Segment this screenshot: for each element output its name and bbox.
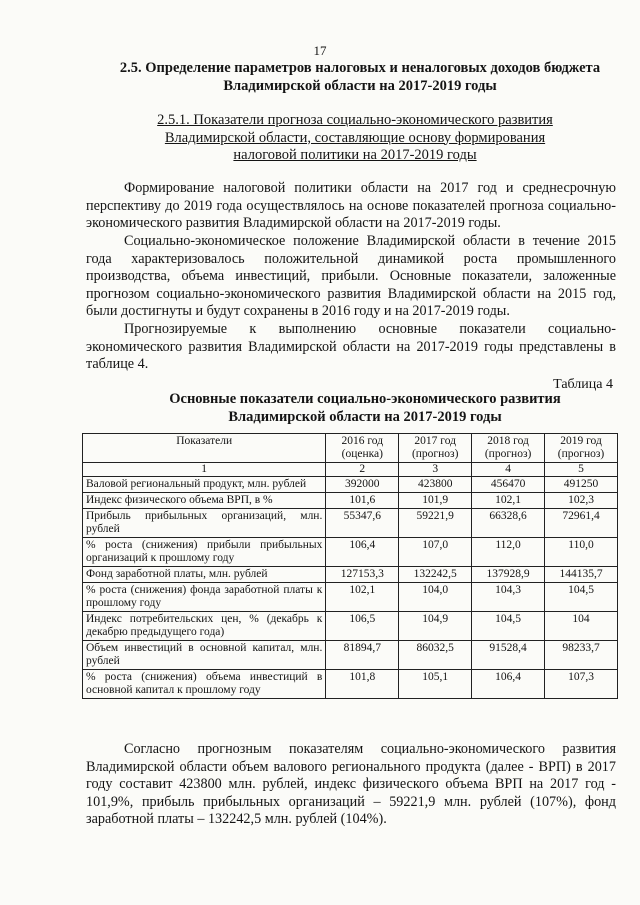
closing-paragraph: Согласно прогнозным показателям социально-экономического развития Владимирской области объем валового регионального продукта (далее - ВРП) в 2017 году составит 423800 млн. рублей, индекс физического объема ВРП на 2017 год - 101,9%, прибыль прибыльных организаций – 59221,9 млн. рублей (107%), фонд заработной платы – 132242,5 млн. рублей (104%).	[86, 741, 616, 827]
indicator-value: 98233,7	[545, 641, 618, 670]
indicator-name: Индекс физического объема ВРП, в %	[83, 493, 326, 509]
indicator-value: 127153,3	[326, 567, 399, 583]
indicator-value: 104,0	[399, 583, 472, 612]
indicator-value: 104,9	[399, 612, 472, 641]
indicator-name: % роста (снижения) прибыли прибыльных организаций к прошлому году	[83, 538, 326, 567]
header-2018: 2018 год (прогноз)	[472, 434, 545, 463]
header-2019: 2019 год (прогноз)	[545, 434, 618, 463]
indicator-name: Фонд заработной платы, млн. рублей	[83, 567, 326, 583]
table-row	[83, 567, 618, 583]
page-number: 17	[313, 43, 327, 58]
indicator-value: 132242,5	[399, 567, 472, 583]
indicator-value: 102,1	[326, 583, 399, 612]
indicator-value: 59221,9	[399, 509, 472, 538]
indicator-value: 55347,6	[326, 509, 399, 538]
indicator-value: 101,8	[326, 670, 399, 699]
table-row	[83, 670, 618, 699]
column-number: 3	[399, 463, 472, 477]
indicator-value: 137928,9	[472, 567, 545, 583]
indicator-value: 491250	[545, 477, 618, 493]
indicator-name: Прибыль прибыльных организаций, млн. рублей	[83, 509, 326, 538]
indicator-value: 91528,4	[472, 641, 545, 670]
table-row	[83, 477, 618, 493]
indicator-value: 72961,4	[545, 509, 618, 538]
indicator-value: 102,3	[545, 493, 618, 509]
table-row	[83, 641, 618, 670]
column-number: 4	[472, 463, 545, 477]
indicator-value: 144135,7	[545, 567, 618, 583]
column-number: 1	[83, 463, 326, 477]
indicator-value: 106,4	[326, 538, 399, 567]
indicator-value: 112,0	[472, 538, 545, 567]
indicator-value: 104,5	[472, 612, 545, 641]
table-row	[83, 509, 618, 538]
subsection-title	[140, 112, 570, 165]
column-number: 5	[545, 463, 618, 477]
indicator-value: 105,1	[399, 670, 472, 699]
table-label: Таблица 4	[553, 377, 613, 392]
column-number: 2	[326, 463, 399, 477]
indicator-value: 104	[545, 612, 618, 641]
indicator-value: 106,5	[326, 612, 399, 641]
indicator-value: 104,3	[472, 583, 545, 612]
section-title: 2.5. Определение параметров налоговых и неналоговых доходов бюджета Владимирской области на 2017-2019 годы	[119, 60, 601, 94]
indicator-value: 392000	[326, 477, 399, 493]
column-number-row	[83, 463, 618, 477]
header-2016: 2016 год (оценка)	[326, 434, 399, 463]
paragraph-3: Прогнозируемые к выполнению основные показатели социально-экономического развития Владимирской области на 2017-2019 годы представлены в таблице 4.	[86, 321, 616, 372]
indicator-value: 101,6	[326, 493, 399, 509]
indicator-name: Объем инвестиций в основной капитал, млн. рублей	[83, 641, 326, 670]
indicator-value: 101,9	[399, 493, 472, 509]
indicator-value: 81894,7	[326, 641, 399, 670]
table-row	[83, 538, 618, 567]
table-row	[83, 612, 618, 641]
subsection-title-text: 2.5.1. Показатели прогноза социально-экономического развития Владимирской области, составляющие основу формирования налоговой политики на 2017-2019 годы	[157, 112, 553, 163]
indicators-table	[82, 433, 618, 699]
indicator-value: 107,0	[399, 538, 472, 567]
indicator-name: Индекс потребительских цен, % (декабрь к декабрю предыдущего года)	[83, 612, 326, 641]
table-caption: Основные показатели социально-экономического развития Владимирской области на 2017-2019 годы	[169, 391, 561, 425]
paragraph-1: Формирование налоговой политики области на 2017 год и среднесрочную перспективу до 2019 года осуществлялось на основе показателей прогноза социально-экономического развития Владимирской области на 2017-2019 годы.	[86, 180, 616, 231]
indicator-value: 456470	[472, 477, 545, 493]
indicator-value: 106,4	[472, 670, 545, 699]
indicator-name: Валовой региональный продукт, млн. рублей	[83, 477, 326, 493]
indicator-value: 110,0	[545, 538, 618, 567]
indicator-value: 86032,5	[399, 641, 472, 670]
header-indicator: Показатели	[83, 434, 326, 463]
table-row	[83, 583, 618, 612]
indicator-value: 423800	[399, 477, 472, 493]
indicator-value: 102,1	[472, 493, 545, 509]
indicator-name: % роста (снижения) фонда заработной платы к прошлому году	[83, 583, 326, 612]
header-2017: 2017 год (прогноз)	[399, 434, 472, 463]
paragraph-2: Социально-экономическое положение Владимирской области в течение 2015 года характеризовалось положительной динамикой роста промышленного производства, объема инвестиций, прибыли. Основные показатели, заложенные прогнозом социально-экономического развития Владимирской области на 2015 год, были достигнуты и будут сохранены в 2016 году и на 2017-2019 годы.	[86, 233, 616, 319]
indicator-name: % роста (снижения) объема инвестиций в основной капитал к прошлому году	[83, 670, 326, 699]
indicator-value: 107,3	[545, 670, 618, 699]
indicator-value: 66328,6	[472, 509, 545, 538]
table-header-row	[83, 434, 618, 463]
indicator-value: 104,5	[545, 583, 618, 612]
table-row	[83, 493, 618, 509]
